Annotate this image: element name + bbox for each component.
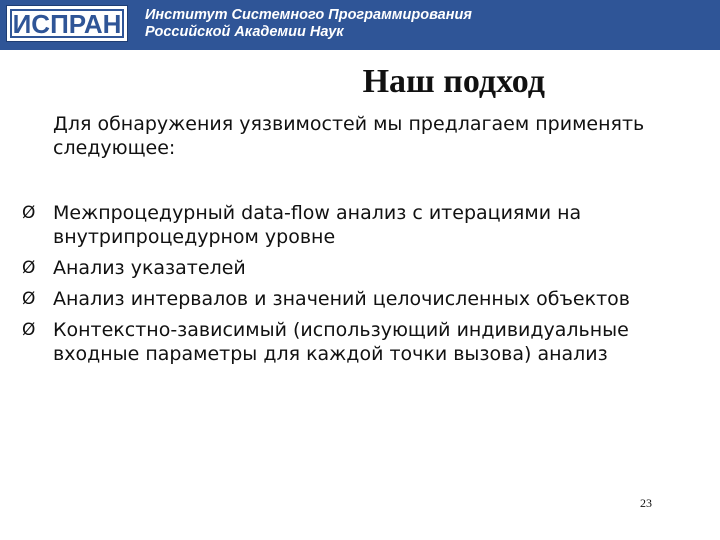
institute-line-2: Российской Академии Наук [145,24,344,40]
bullet-item [22,318,702,366]
arrow-head-bullet-icon: Ø [22,203,36,223]
institute-line-1: Институт Системного Программирования [145,7,472,23]
arrow-head-bullet-icon: Ø [22,289,36,309]
logo-text: ИСПРАН [12,8,122,39]
bullet-list [22,201,702,373]
bullet-item [22,287,702,311]
bullet-text: Контекстно-зависимый (использующий индивидуальные входные параметры для каждой точки вызова) анализ [53,319,629,365]
ispran-logo [6,5,128,42]
arrow-head-bullet-icon: Ø [22,258,36,278]
arrow-head-bullet-icon: Ø [22,320,36,340]
intro-text: Для обнаружения уязвимостей мы предлагаем применять следующее: [53,113,645,159]
header-banner [0,0,720,50]
bullet-text: Анализ указателей [53,257,246,279]
slide-title: Наш подход [362,63,545,100]
bullet-text: Анализ интервалов и значений целочисленных объектов [53,288,630,310]
institute-name [145,7,472,41]
bullet-item [22,201,702,249]
bullet-item [22,256,702,280]
page-number: 23 [640,496,652,510]
bullet-text: Межпроцедурный data-flow анализ с итерациями на внутрипроцедурном уровне [53,202,582,248]
